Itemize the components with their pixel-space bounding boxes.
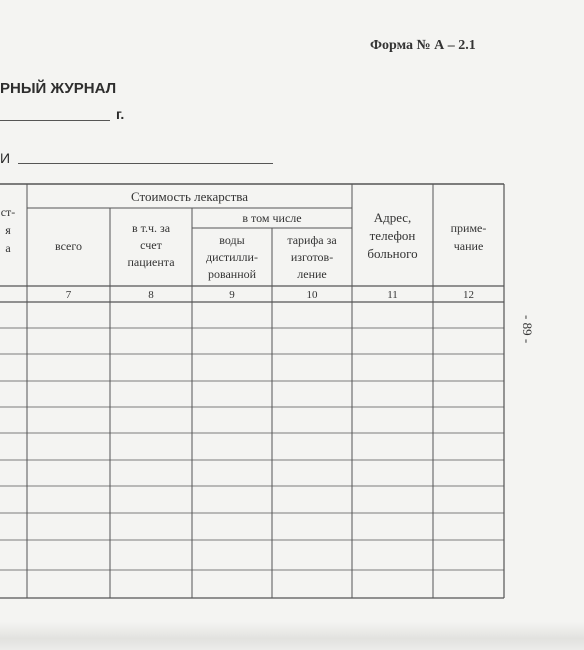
year-suffix: г. bbox=[116, 106, 125, 122]
column-number-11: 11 bbox=[387, 289, 398, 301]
address-label-line-1: телефон bbox=[369, 228, 416, 243]
water-label-line-2: рованной bbox=[207, 267, 257, 281]
tariff-label-line-0: тарифа за bbox=[287, 233, 337, 247]
column-number-9: 9 bbox=[229, 289, 235, 301]
column-number-12: 12 bbox=[463, 289, 474, 301]
form-number-label: Форма № А – 2.1 bbox=[370, 38, 476, 53]
address-label-line-0: Адрес, bbox=[373, 210, 412, 225]
column-number-8: 8 bbox=[148, 289, 154, 301]
tariff-label-line-1: изготов- bbox=[290, 250, 334, 264]
water-label-line-0: воды bbox=[219, 233, 245, 247]
note-label-line-0: приме- bbox=[450, 221, 487, 235]
patient-share-label-line-1: счет bbox=[140, 238, 162, 252]
left-col-fragment-line-0: ст- bbox=[0, 205, 16, 219]
responsible-prefix: И bbox=[0, 150, 11, 166]
tariff-label-line-2: ление bbox=[297, 267, 327, 281]
including-label: в том числе bbox=[242, 211, 302, 225]
water-label-line-1: дистилли- bbox=[206, 250, 258, 264]
patient-share-label-line-0: в т.ч. за bbox=[131, 221, 171, 235]
cost-header: Стоимость лекарства bbox=[131, 189, 248, 204]
patient-share-label-line-2: пациента bbox=[127, 255, 175, 269]
left-col-fragment-line-1: я bbox=[5, 223, 11, 237]
address-label-line-2: больного bbox=[367, 246, 418, 261]
note-label-line-1: чание bbox=[453, 239, 484, 253]
left-col-fragment-line-2: а bbox=[5, 241, 11, 255]
side-page-number: - 89 - bbox=[520, 315, 535, 344]
column-number-10: 10 bbox=[306, 289, 318, 301]
journal-title: РНЫЙ ЖУРНАЛ bbox=[0, 80, 117, 97]
column-number-7: 7 bbox=[65, 289, 72, 301]
page-bottom-shadow bbox=[0, 622, 584, 650]
total-label: всего bbox=[54, 239, 83, 253]
